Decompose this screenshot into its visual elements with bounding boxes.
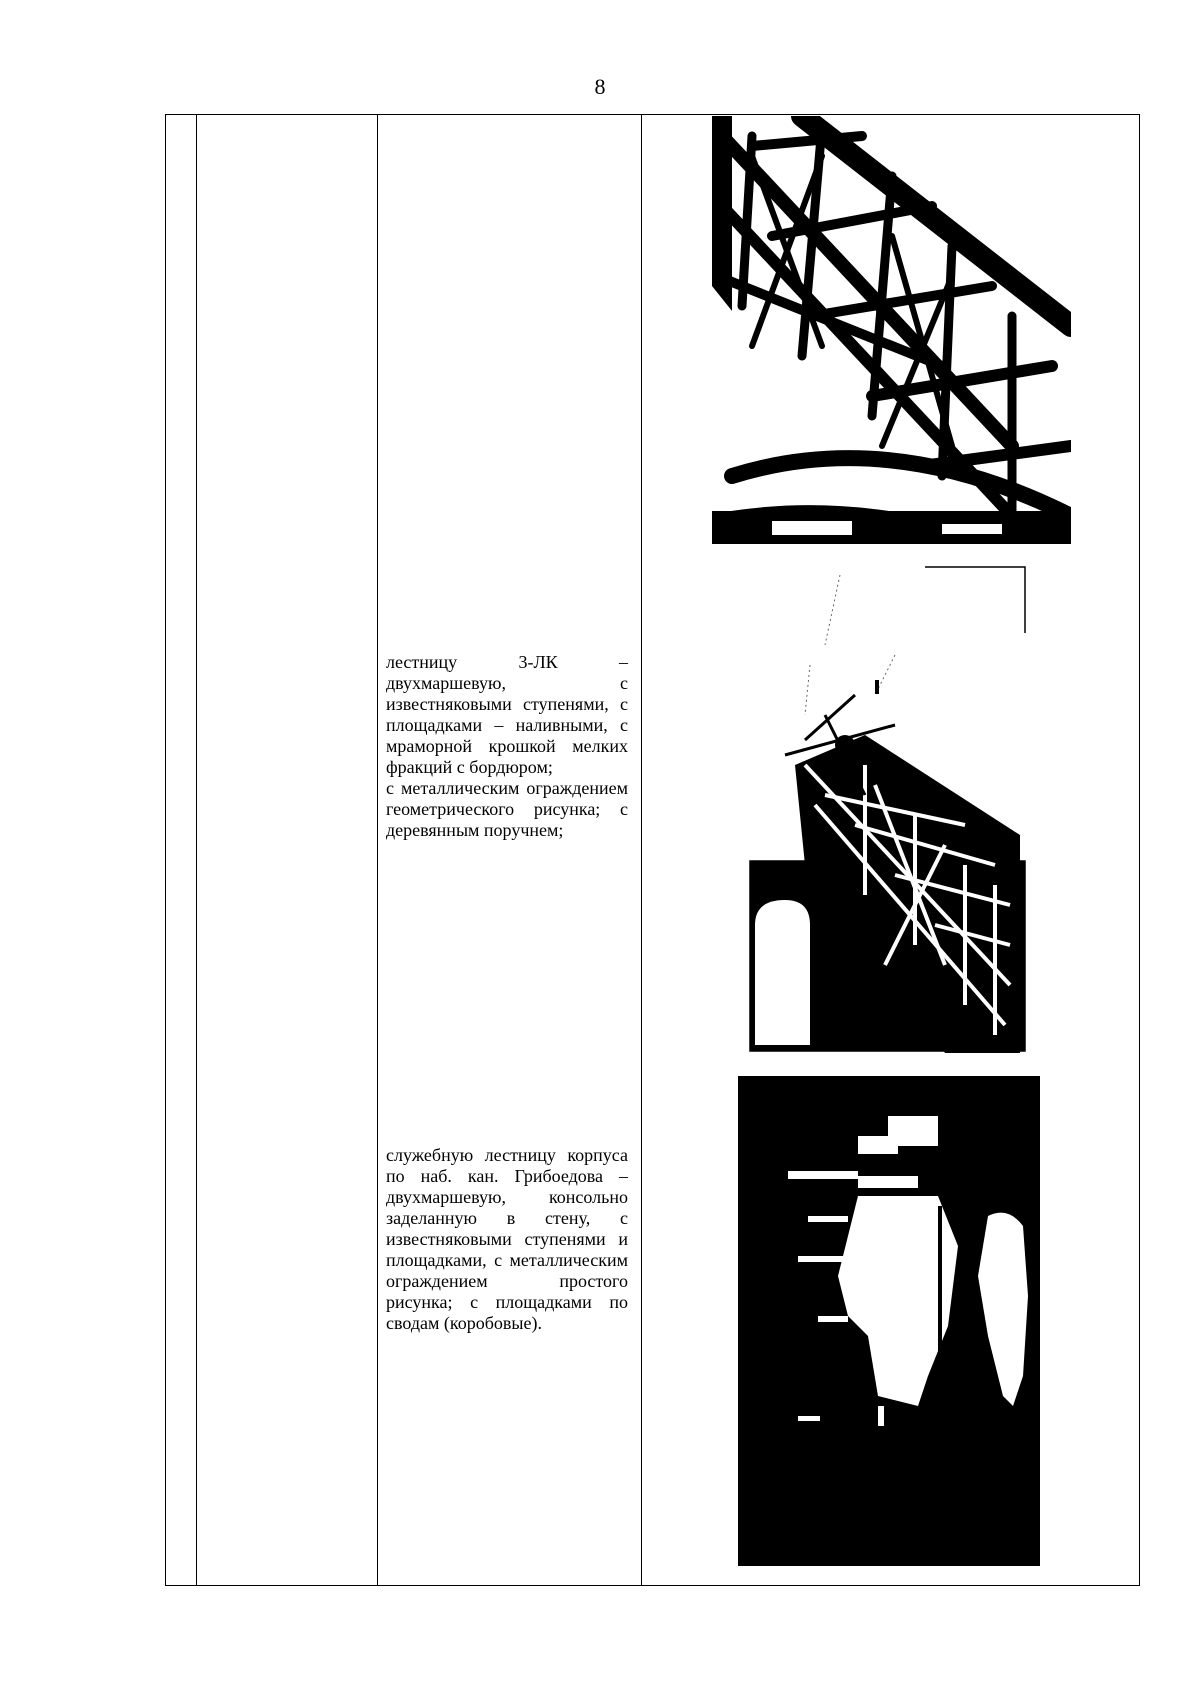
description-paragraph: с металлическим ограждением геометрического рисунка; с деревянным поручнем;	[386, 778, 628, 840]
description-paragraph: лестницу 3-ЛК – двухмаршевую, с известняковыми ступенями, с площадками – наливными, с мраморной крошкой мелких фракций с бордюром;	[386, 652, 628, 777]
column-divider-2	[377, 115, 378, 1585]
service-staircase-photo	[738, 1076, 1040, 1566]
staircase-railing-photo	[745, 565, 1030, 1053]
staircase-3lk-description	[386, 652, 628, 841]
description-paragraph: служебную лестницу корпуса по наб. кан. Грибоедова – двухмаршевую, консольно заделанную в стену, с известняковыми ступенями и площадками, с металлическим ограждением простого рисунка; с площадками по сводам (коробовые).	[386, 1145, 628, 1333]
column-divider-3	[641, 115, 642, 1585]
page-number: 8	[594, 74, 606, 99]
service-staircase-description	[386, 1145, 628, 1334]
truss-photo	[712, 116, 1071, 544]
column-divider-1	[196, 115, 197, 1585]
